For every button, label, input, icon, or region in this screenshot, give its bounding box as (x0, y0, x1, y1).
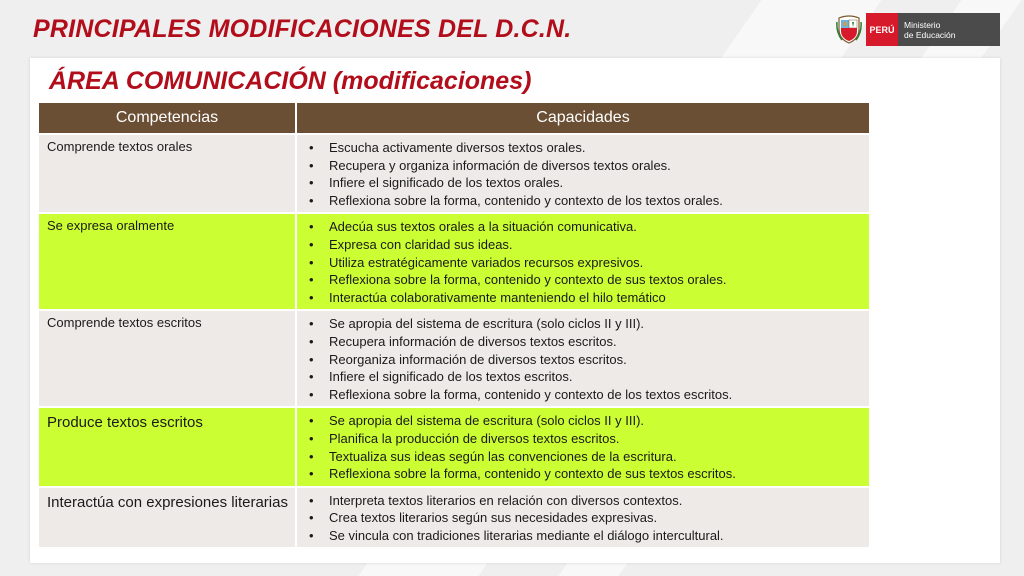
capacidades-cell (296, 407, 869, 486)
competencia-cell: Comprende textos orales (39, 134, 296, 213)
list-item: • Utiliza estratégicamente variados recursos expresivos. (329, 254, 863, 272)
capacidades-list (305, 412, 863, 482)
capacidades-cell (296, 487, 869, 548)
list-item: • Escucha activamente diversos textos orales. (329, 139, 863, 157)
competencia-cell: Comprende textos escritos (39, 310, 296, 407)
ministry-label (898, 13, 1000, 46)
page-title: PRINCIPALES MODIFICACIONES DEL D.C.N. (33, 15, 572, 43)
capacidades-list (305, 315, 863, 403)
list-item: • Se apropia del sistema de escritura (solo ciclos II y III). (329, 412, 863, 430)
capacidades-list (305, 218, 863, 306)
list-item: • Reflexiona sobre la forma, contenido y contexto de sus textos escritos. (329, 465, 863, 483)
peru-label: PERÚ (866, 13, 898, 46)
list-item: • Reflexiona sobre la forma, contenido y contexto de los textos orales. (329, 192, 863, 210)
list-item: • Expresa con claridad sus ideas. (329, 236, 863, 254)
table-row (39, 310, 869, 407)
competencia-cell: Produce textos escritos (39, 407, 296, 486)
table-row (39, 407, 869, 486)
table-row (39, 134, 869, 213)
list-item: • Interpreta textos literarios en relación con diversos contextos. (329, 492, 863, 510)
table-row (39, 213, 869, 310)
list-item: • Textualiza sus ideas según las convenciones de la escritura. (329, 448, 863, 466)
list-item: • Reflexiona sobre la forma, contenido y contexto de los textos escritos. (329, 386, 863, 404)
list-item: • Se vincula con tradiciones literarias mediante el diálogo intercultural. (329, 527, 863, 545)
list-item: • Recupera y organiza información de diversos textos orales. (329, 157, 863, 175)
list-item: • Planifica la producción de diversos textos escritos. (329, 430, 863, 448)
list-item: • Infiere el significado de los textos orales. (329, 174, 863, 192)
list-item: • Se apropia del sistema de escritura (solo ciclos II y III). (329, 315, 863, 333)
competencia-cell: Se expresa oralmente (39, 213, 296, 310)
capacidades-list (305, 492, 863, 545)
list-item: • Recupera información de diversos textos escritos. (329, 333, 863, 351)
capacidades-cell (296, 310, 869, 407)
list-item: • Reorganiza información de diversos textos escritos. (329, 351, 863, 369)
capacidades-list (305, 139, 863, 209)
capacidades-cell (296, 213, 869, 310)
section-title: ÁREA COMUNICACIÓN (modificaciones) (49, 67, 532, 95)
capacidades-cell (296, 134, 869, 213)
table-header-row (39, 103, 869, 134)
ministry-line-2: de Educación (904, 29, 956, 40)
coat-of-arms-icon (836, 14, 862, 44)
list-item: • Infiere el significado de los textos escritos. (329, 368, 863, 386)
table-row (39, 487, 869, 548)
header-capacidades: Capacidades (296, 103, 869, 134)
list-item: • Reflexiona sobre la forma, contenido y contexto de sus textos orales. (329, 271, 863, 289)
list-item: • Adecúa sus textos orales a la situación comunicativa. (329, 218, 863, 236)
header-competencias: Competencias (39, 103, 296, 134)
list-item: • Interactúa colaborativamente manteniendo el hilo temático (329, 289, 863, 307)
ministry-logo (836, 13, 1000, 46)
ministry-line-1: Ministerio (904, 19, 941, 30)
competencies-table (39, 103, 869, 547)
competencia-cell: Interactúa con expresiones literarias (39, 487, 296, 548)
list-item: • Crea textos literarios según sus necesidades expresivas. (329, 509, 863, 527)
